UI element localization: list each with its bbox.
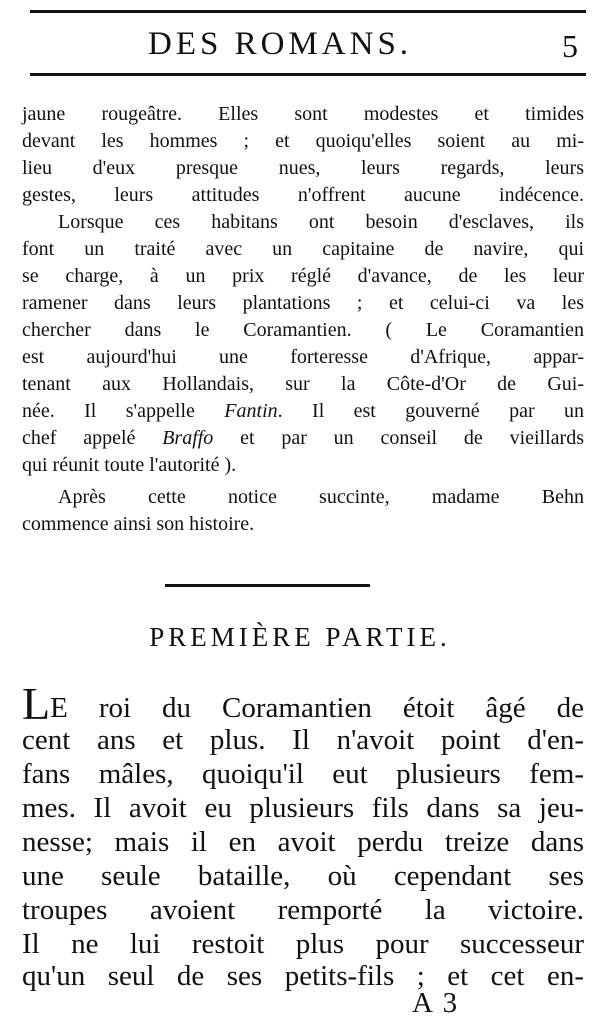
header-top-rule [30, 10, 586, 13]
printer-signature-mark: A 3 [412, 987, 460, 1019]
header-bottom-rule [30, 73, 586, 76]
body-line-2: cent ans et plus. Il n'avoit point d'en- [22, 724, 584, 756]
intro-line-12: née. Il s'appelle Fantin. Il est gouverné par un [22, 400, 584, 422]
intro-line-4: gestes, leurs attitudes n'offrent aucune indécence. [22, 184, 584, 206]
intro-line-2: devant les hommes ; et quoiqu'elles soient au mi- [22, 130, 584, 152]
intro-line-5: Lorsque ces habitans ont besoin d'esclaves, ils [58, 211, 584, 233]
intro-line-8: ramener dans leurs plantations ; et celui-ci va les [22, 292, 584, 314]
body-line-6: une seule bataille, où cependant ses [22, 860, 584, 892]
intro-line-7: se charge, à un prix réglé d'avance, de les leur [22, 265, 584, 287]
intro-line-15: Après cette notice succinte, madame Behn [58, 486, 584, 508]
body-line-8: Il ne lui restoit plus pour successeur [22, 928, 584, 960]
body-line-3: fans mâles, quoiqu'il eut plusieurs fem- [22, 758, 584, 790]
body-line-1 [22, 678, 584, 729]
intro-line-13: chef appelé Braffo et par un conseil de vieillards [22, 427, 584, 449]
intro-line-16: commence ainsi son histoire. [22, 513, 255, 535]
intro-line-1: jaune rougeâtre. Elles sont modestes et timides [22, 103, 584, 125]
intro-line-9: chercher dans le Coramantien. ( Le Coramantien [22, 319, 584, 341]
section-heading: PREMIÈRE PARTIE. [149, 622, 451, 652]
body-line-1-text: E roi du Coramantien étoit âgé de [50, 692, 584, 724]
section-divider-rule [165, 584, 370, 587]
body-line-9: qu'un seul de ses petits-fils ; et cet en- [22, 960, 584, 992]
body-line-7: troupes avoient remporté la victoire. [22, 894, 584, 926]
drop-cap: L [22, 678, 51, 729]
intro-line-14: qui réunit toute l'autorité ). [22, 454, 237, 476]
intro-line-6: font un traité avec un capitaine de navire, qui [22, 238, 584, 260]
body-line-5: nesse; mais il en avoit perdu treize dans [22, 826, 584, 858]
running-header-title: DES ROMANS. [148, 26, 413, 62]
page-number: 5 [562, 28, 578, 64]
intro-line-11: tenant aux Hollandais, sur la Côte-d'Or de Gui- [22, 373, 584, 395]
intro-line-10: est aujourd'hui une forteresse d'Afrique, appar- [22, 346, 584, 368]
intro-line-3: lieu d'eux presque nues, leurs regards, leurs [22, 157, 584, 179]
body-line-4: mes. Il avoit eu plusieurs fils dans sa jeu- [22, 792, 584, 824]
